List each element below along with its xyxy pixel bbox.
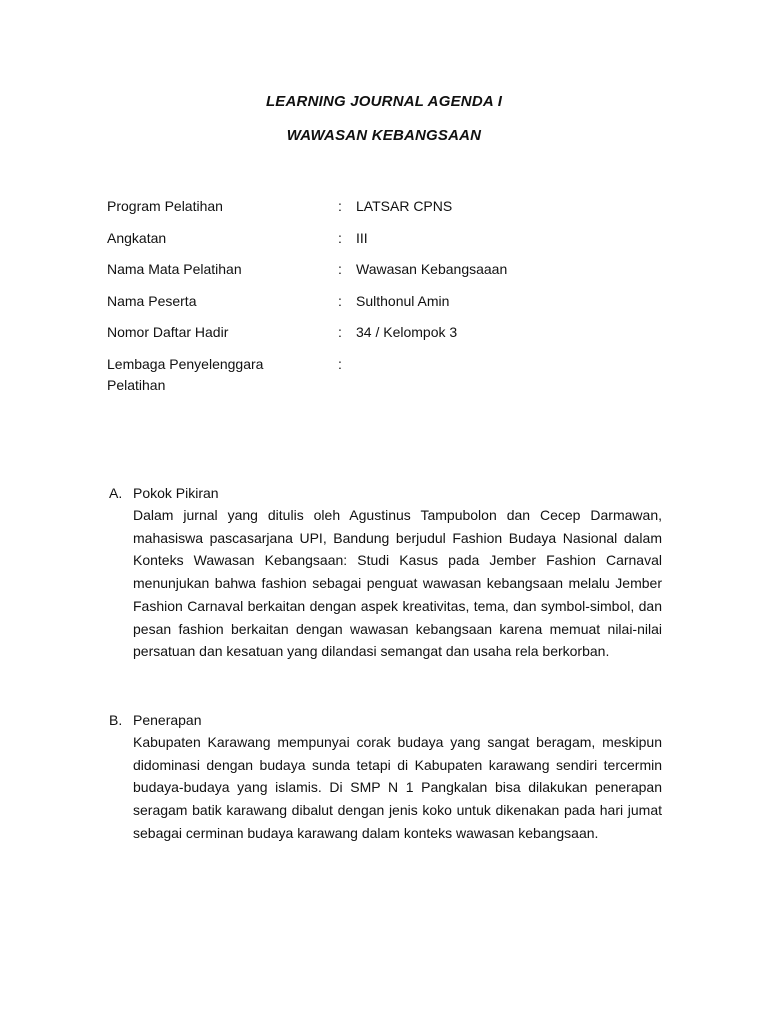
info-row-mata-pelatihan [107,259,667,291]
section-header [107,709,662,731]
section-heading: Penerapan [133,712,202,728]
section-header [107,482,662,504]
document-subtitle: WAWASAN KEBANGSAAN [286,127,482,144]
info-colon: : [338,261,342,277]
document-title: LEARNING JOURNAL AGENDA I [265,93,503,110]
info-value: III [356,229,368,246]
info-label: Lembaga Penyelenggara Pelatihan [107,355,264,393]
info-row-nomor-daftar-hadir [107,322,667,354]
info-label: Nama Peserta [107,292,197,309]
section-body: Kabupaten Karawang mempunyai corak budaya yang sangat beragam, meskipun didominasi dengan budaya sunda tetapi di Kabupaten karawang sendiri tercermin budaya-budaya yang islamis. Di SMP N 1 Pangkalan bisa dilakukan penerapan seragam batik karawang dibalut dengan jenis koko untuk dikenakan pada hari jumat sebagai cerminan budaya karawang dalam konteks wawasan kebangsaan. [133,734,662,841]
section-body: Dalam jurnal yang ditulis oleh Agustinus Tampubolon dan Cecep Darmawan, mahasiswa pascasarjana UPI, Bandung berjudul Fashion Budaya Nasional dalam Konteks Wawasan Kebangsaan: Studi Kasus pada Jember Fashion Carnaval menunjukan bahwa fashion sebagai penguat wawasan kebangsaan melalu Jember Fashion Carnaval berkaitan dengan aspek kreativitas, tema, dan symbol-simbol, dan pesan fashion berkaitan dengan wawasan kebangsaan karena memuat nilai-nilai persatuan dan kesatuan yang dilandasi semangat dan usaha rela berkorban. [133,507,662,660]
info-row-angkatan [107,228,667,260]
info-row-nama-peserta [107,291,667,323]
info-value: Wawasan Kebangsaaan [356,261,508,277]
participant-info [107,196,667,402]
section-penerapan [107,709,662,845]
info-label: Nomor Daftar Hadir [107,324,229,340]
info-colon: : [338,229,342,246]
info-label: Program Pelatihan [107,198,223,214]
info-colon: : [338,198,342,214]
info-value: LATSAR CPNS [356,198,453,214]
info-value: Sulthonul Amin [356,292,450,309]
info-row-lembaga [107,354,667,402]
info-value: 34 / Kelompok 3 [356,324,458,340]
section-letter: B. [109,712,123,728]
info-label: Angkatan [107,229,167,246]
section-letter: A. [109,485,123,501]
section-pokok-pikiran [107,482,662,663]
info-row-program [107,196,667,228]
info-colon: : [338,292,342,309]
section-heading: Pokok Pikiran [133,485,219,501]
info-colon: : [338,324,342,340]
info-colon: : [338,355,342,372]
info-label: Nama Mata Pelatihan [107,261,242,277]
